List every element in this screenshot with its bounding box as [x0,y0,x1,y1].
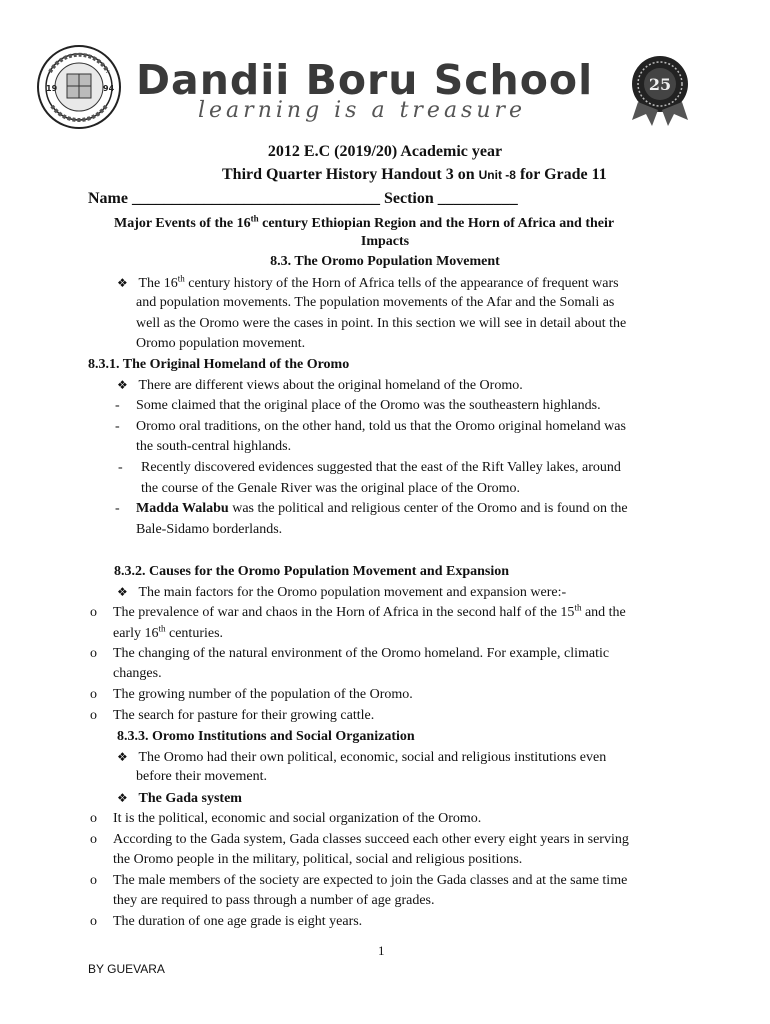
intro-text-b: century history of the Horn of Africa tells of the appearance of frequent wars [184,276,619,291]
cause-2a: The changing of the natural environment of the Oromo homeland. For example, climatic [113,646,610,661]
gada-2b: the Oromo people in the military, political, social and religious positions. [113,852,523,867]
circle-marker: o [90,687,97,702]
gada-4: The duration of one age grade is eight years. [113,914,363,929]
major-events-text-a: Major Events of the 16 [114,216,251,231]
handout-title-prefix: Third Quarter History Handout 3 on [222,166,479,183]
dash-marker: - [115,501,120,516]
school-seal-logo [36,44,122,130]
circle-marker: o [90,708,97,723]
gada-1: It is the political, economic and social organization of the Oromo. [113,811,482,826]
gada-bullet [117,788,242,809]
cause-1a-sup: th [574,602,582,613]
section-8-3-heading: 8.3. The Oromo Population Movement [270,254,500,269]
dash-marker: - [118,460,123,475]
causes-bullet-text: The main factors for the Oromo population movement and expansion were:- [138,585,567,600]
dash-marker: - [115,419,120,434]
intro-line-2: and population movements. The population movements of the Afar and the Somali as [136,295,615,310]
cause-1a [113,603,626,623]
cause-4: The search for pasture for their growing cattle. [113,708,375,723]
cause-1b-text: early 16 [113,626,159,641]
diamond-bullet-icon: ❖ [117,378,128,392]
circle-marker: o [90,811,97,826]
section-8-3-1-heading: 8.3.1. The Original Homeland of the Oromo [88,357,350,372]
circle-marker: o [90,605,97,620]
circle-marker: o [90,914,97,929]
author-footer: BY GUEVARA [88,962,165,976]
institutions-bullet [117,747,606,768]
madda-walabu-term: Madda Walabu [136,501,229,516]
handout-unit: Unit -8 [478,168,516,182]
section-8-3-2-heading: 8.3.2. Causes for the Oromo Population Movement and Expansion [114,564,510,579]
cause-1b [113,624,223,644]
cause-2b: changes. [113,666,162,681]
gada-3b: they are required to pass through a number of age grades. [113,893,435,908]
cause-1b-tail: centuries. [165,626,224,641]
institutions-bullet-text: The Oromo had their own political, economic, social and religious institutions even [138,750,607,765]
name-section-line: Name _______________________________ Section __________ [88,190,518,207]
intro-line-3: well as the Oromo were the cases in point. In this section we will see in detail about the [136,316,627,331]
cause-1b-sup: th [158,623,166,634]
svg-text:19: 19 [46,84,58,93]
badge-number: 25 [648,75,672,94]
homeland-view-3b: the course of the Genale River was the original place of the Oromo. [141,481,521,496]
homeland-view-1: Some claimed that the original place of the Oromo was the southeastern highlands. [136,398,601,413]
major-events-heading-impacts: Impacts [360,234,410,249]
diamond-bullet-icon: ❖ [117,750,128,764]
gada-2a: According to the Gada system, Gada classes succeed each other every eight years in serving [113,832,629,847]
intro-line-4: Oromo population movement. [136,336,306,351]
diamond-bullet-icon: ❖ [117,791,128,805]
intro-text-a: The 16 [138,276,178,291]
circle-marker: o [90,646,97,661]
homeland-view-4a-text: was the political and religious center of the Oromo and is found on the [228,501,628,516]
academic-year-title: 2012 E.C (2019/20) Academic year [267,143,503,160]
homeland-view-2b: the south-central highlands. [136,439,292,454]
homeland-view-4b: Bale-Sidamo borderlands. [136,522,283,537]
diamond-bullet-icon: ❖ [117,276,128,290]
cause-3: The growing number of the population of the Oromo. [113,687,413,702]
intro-sup: th [177,273,185,284]
gada-3a: The male members of the society are expected to join the Gada classes and at the same time [113,873,628,888]
svg-text:94: 94 [103,84,115,93]
school-motto: learning is a treasure [198,98,527,123]
major-events-heading [114,214,614,234]
handout-title [222,165,607,185]
section-8-3-3-heading: 8.3.3. Oromo Institutions and Social Organization [117,729,415,744]
major-events-sup: th [250,213,259,224]
homeland-bullet [117,375,523,396]
diamond-bullet-icon: ❖ [117,585,128,599]
major-events-text-b: century Ethiopian Region and the Horn of Africa and their [258,216,615,231]
dash-marker: - [115,398,120,413]
circle-marker: o [90,873,97,888]
homeland-view-2a: Oromo oral traditions, on the other hand, told us that the Oromo original homeland was [136,419,626,434]
homeland-view-4a [136,499,628,519]
homeland-view-3a: Recently discovered evidences suggested that the east of the Rift Valley lakes, around [141,460,621,475]
circle-marker: o [90,832,97,847]
intro-bullet-line [117,273,619,294]
gada-heading: The Gada system [138,791,242,806]
causes-bullet [117,582,566,603]
homeland-bullet-text: There are different views about the original homeland of the Oromo. [138,378,523,393]
anniversary-badge-logo [628,54,692,130]
institutions-line-2: before their movement. [136,769,268,784]
school-name: Dandii Boru School [136,56,594,104]
cause-1a-text: The prevalence of war and chaos in the Horn of Africa in the second half of the 15 [113,605,575,620]
cause-1a-tail: and the [581,605,626,620]
page-number: 1 [378,943,385,958]
handout-title-suffix: for Grade 11 [515,166,607,183]
